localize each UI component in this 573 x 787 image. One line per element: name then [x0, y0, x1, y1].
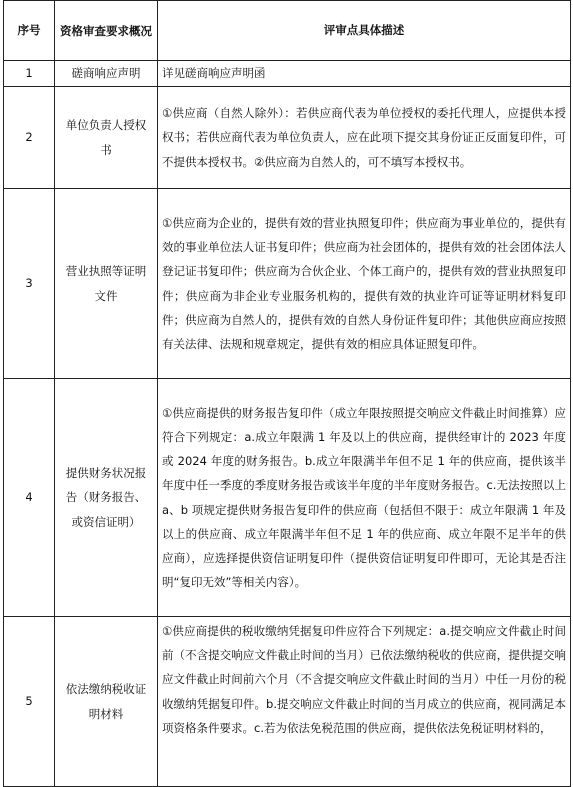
row-number: 3: [4, 189, 55, 379]
header-no: 序号: [4, 1, 55, 61]
table-row: [4, 61, 571, 87]
table-row: [4, 617, 571, 787]
row-number: 5: [4, 617, 55, 787]
row-requirement: 营业执照等证明文件: [55, 189, 158, 379]
row-requirement: 磋商响应声明: [55, 61, 158, 87]
table-row: [4, 189, 571, 379]
row-description-text: ①供应商提供的税收缴纳凭据复印件应符合下列规定：a.提交响应文件截止时间前（不含提交响应文件截止时间的当月）已依法缴纳税收的供应商，提供提交响应文件截止时间前六个月（不含提交响应文件截止时间的当月）中任一月份的税收缴纳凭据复印件。b.提交响应文件截止时间的当月成立的供应商，视同满足本项资格条件要求。c.若为依法免税范围的供应商，提供依法免税证明材料的，: [162, 624, 566, 735]
row-description: 详见磋商响应声明函: [158, 61, 571, 87]
row-description: [158, 617, 571, 787]
table-row: [4, 379, 571, 617]
row-number: 1: [4, 61, 55, 87]
header-requirement: [55, 1, 158, 61]
header-description: 评审点具体描述: [158, 1, 571, 61]
row-requirement: 提供财务状况报告（财务报告、或资信证明）: [55, 379, 158, 617]
row-number: 4: [4, 379, 55, 617]
row-description: ①供应商为企业的，提供有效的营业执照复印件；供应商为事业单位的，提供有效的事业单位法人证书复印件；供应商为社会团体的，提供有效的社会团体法人登记证书复印件；供应商为合伙企业、个体工商户的，提供有效的营业执照复印件；供应商为非企业专业服务机构的，提供有效的执业许可证等证明材料复印件；供应商为自然人的，提供有效的自然人身份证件复印件；其他供应商应按照有关法律、法规和规章规定，提供有效的相应具体证照复印件。: [158, 189, 571, 379]
qualification-review-table: [3, 0, 571, 787]
row-requirement: 依法缴纳税收证明材料: [55, 617, 158, 787]
row-description: ①供应商提供的财务报告复印件（成立年限按照提交响应文件截止时间推算）应符合下列规定：a.成立年限满 1 年及以上的供应商，提供经审计的 2023 年度或 2024 年度的财务报告。b.成立年限满半年但不足 1 年的供应商，提供该半年度中任一季度的季度财务报告或该半年度的半年度财务报告。c.无法按照以上 a、b 项规定提供财务报告复印件的供应商（包括但不限于：成立年限满 1 年及以上的供应商、成立年限满半年但不足 1 年的供应商、成立年限不足半年的供应商），应选择提供资信证明复印件（提供资信证明复印件即可，无论其是否注明“复印无效”等相关内容）。: [158, 379, 571, 617]
row-description: ①供应商（自然人除外）：若供应商代表为单位授权的委托代理人，应提供本授权书；若供应商代表为单位负责人，应在此项下提交其身份证正反面复印件，可不提供本授权书。②供应商为自然人的，可不填写本授权书。: [158, 87, 571, 189]
header-requirement-text: 资格审查要求概况: [60, 23, 152, 38]
row-requirement: 单位负责人授权书: [55, 87, 158, 189]
table-row: [4, 87, 571, 189]
row-number: 2: [4, 87, 55, 189]
table-header-row: [4, 1, 571, 61]
